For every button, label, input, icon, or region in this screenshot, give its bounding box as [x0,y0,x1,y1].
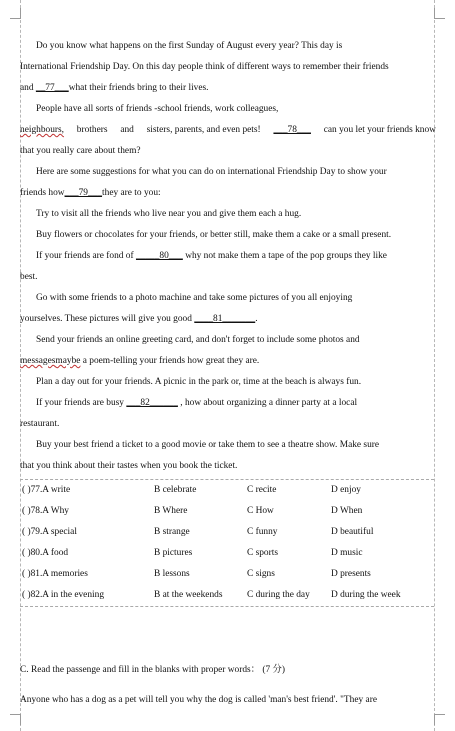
passage-line [20,162,436,183]
passage-line [20,372,436,393]
passage-text: friends how [20,188,65,198]
passage-text: Plan a day out for your friends. A picnic in the park or, time at the beach is always fun. [36,377,362,387]
answer-blank: ___78___ [273,125,311,135]
passage-text: a poem-telling your friends how great they are. [80,356,260,366]
passage-text: that you think about their tastes when you book the ticket. [20,461,238,471]
passage-line [20,57,436,78]
passage-text: brothers [76,125,108,135]
passage-text: Buy flowers or chocolates for your friends, or better still, make them a cake or a small present. [36,230,392,240]
option-d: D during the week [331,590,401,600]
option-d: D music [331,548,363,558]
section-c-first-line: Anyone who has a dog as a pet will tell you why the dog is called 'man's best friend'. "They are [20,695,377,705]
option-c: C recite [247,485,277,495]
passage-text: yourselves. These pictures will give you good [20,314,195,324]
passage-line [20,246,436,267]
passage-line [20,78,436,99]
passage-line [20,288,436,309]
option-c: C sports [247,548,278,558]
option-d: D presents [331,569,371,579]
passage-line [20,435,436,456]
option-b: B pictures [154,548,193,558]
passage-line [20,267,436,288]
answer-options-table [20,479,434,607]
option-row-79 [20,522,434,543]
passage-text: they are to you: [102,188,161,198]
passage-line [20,141,436,162]
passage-line [20,204,436,225]
answer-blank: ___82______ [126,398,178,408]
option-c: C during the day [247,590,310,600]
reading-passage [20,36,436,477]
option-b: B at the weekends [154,590,223,600]
passage-text: restaurant. [20,419,60,429]
option-row-81 [20,564,434,585]
section-c-heading: C. Read the passenge and fill in the blanks with proper words： (7 分) [20,665,286,675]
passage-line [20,414,436,435]
passage-text: Go with some friends to a photo machine and take some pictures of you all enjoying [36,293,353,303]
passage-line [20,351,436,372]
passage-text: Do you know what happens on the first Sunday of August every year? This day is [36,41,343,51]
spellcheck-word: neighbours, [20,125,65,135]
answer-blank: __77___ [35,83,69,93]
option-d: D When [331,506,363,516]
passage-text: . [255,314,258,324]
passage-line [20,183,436,204]
option-d: D beautiful [331,527,374,537]
passage-line [20,120,436,141]
option-question: ( )78.A Why [22,506,69,516]
option-row-77 [20,480,434,501]
passage-text: and [20,83,36,93]
option-b: B Where [154,506,188,516]
passage-text: If your friends are busy [36,398,127,408]
passage-text: why not make them a tape of the pop groups they like [182,251,387,261]
corner-mark-bottom-right [434,714,445,725]
option-row-78 [20,501,434,522]
option-c: C signs [247,569,275,579]
corner-mark-top-right [434,8,445,19]
corner-mark-top-left [10,8,21,19]
passage-line [20,99,436,120]
option-question: ( )82.A in the evening [22,590,105,600]
answer-blank: _____80___ [135,251,183,261]
passage-text: Here are some suggestions for what you can do on international Friendship Day to show your [36,167,387,177]
passage-line [20,393,436,414]
passage-text: , how about organizing a dinner party at a local [177,398,358,408]
option-row-82 [20,585,434,606]
passage-text: best. [20,272,38,282]
option-b: B celebrate [154,485,197,495]
passage-text: People have all sorts of friends -school friends, work colleagues, [36,104,279,114]
answer-blank: ___79___ [64,188,103,198]
option-c: C funny [247,527,278,537]
passage-line [20,36,436,57]
spellcheck-word: maybe [55,356,81,366]
passage-text: International Friendship Day. On this day people think of different ways to remember their friends [20,62,389,72]
answer-blank: ____81_______ [194,314,256,324]
passage-text: sisters, parents, and even pets! [146,125,261,135]
passage-line [20,309,436,330]
option-b: B strange [154,527,190,537]
option-question: ( )80.A food [22,548,69,558]
passage-text: If your friends are fond of [36,251,136,261]
option-question: ( )79.A special [22,527,77,537]
option-row-80 [20,543,434,564]
passage-text: that you really care about them? [20,146,141,156]
option-d: D enjoy [331,485,361,495]
passage-text: can you let your friends know [323,125,436,135]
passage-text: Buy your best friend a ticket to a good movie or take them to see a theatre show. Make sure [36,440,380,450]
option-c: C How [247,506,274,516]
passage-text: what their friends bring to their lives. [68,83,209,93]
passage-text: and [120,125,134,135]
option-b: B lessons [154,569,190,579]
spellcheck-word: messages [20,356,56,366]
passage-text: Try to visit all the friends who live near you and give them each a hug. [36,209,302,219]
option-question: ( )81.A memories [22,569,88,579]
passage-line [20,330,436,351]
corner-mark-bottom-left [10,714,21,725]
option-question: ( )77.A write [22,485,71,495]
passage-text: Send your friends an online greeting card, and don't forget to include some photos and [36,335,360,345]
passage-line [20,456,436,477]
passage-line [20,225,436,246]
